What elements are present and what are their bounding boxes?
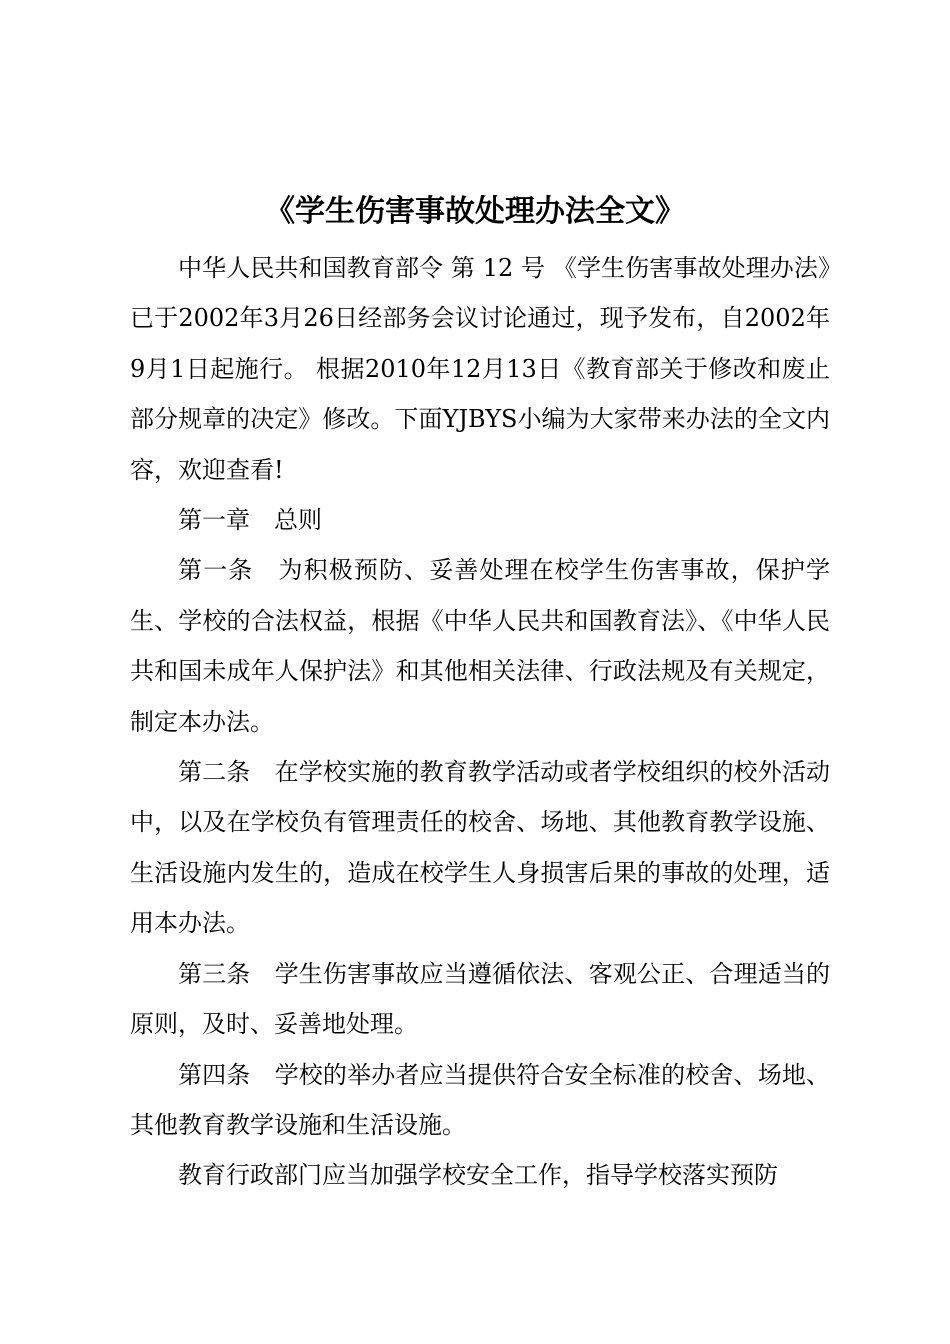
- document-body: [130, 243, 830, 1201]
- article-1: 第一条 为积极预防、妥善处理在校学生伤害事故，保护学生、学校的合法权益，根据《中华人民共和国教育法》、《中华人民共和国未成年人保护法》和其他相关法律、行政法规及有关规定，制定本办法。: [130, 556, 830, 736]
- article-4-continued: 教育行政部门应当加强学校安全工作，指导学校落实预防: [178, 1161, 778, 1190]
- article-4: 第四条 学校的举办者应当提供符合安全标准的校舍、场地、其他教育教学设施和生活设施。: [130, 1060, 830, 1139]
- paragraph-intro: 中华人民共和国教育部令 第 12 号 《学生伤害事故处理办法》已于2002年3月26日经部务会议讨论通过，现予发布，自2002年9月1日起施行。 根据2010年12月13日《教育部关于修改和废止部分规章的决定》修改。下面YJBYS小编为大家带来办法的全文内容，欢迎查看!: [130, 254, 830, 484]
- article-3: 第三条 学生伤害事故应当遵循依法、客观公正、合理适当的原则，及时、妥善地处理。: [130, 959, 830, 1039]
- article-2: 第二条 在学校实施的教育教学活动或者学校组织的校外活动中，以及在学校负有管理责任的校舍、场地、其他教育教学设施、生活设施内发生的，造成在校学生人身损害后果的事故的处理，适用本办法。: [130, 758, 830, 938]
- document-title: 《学生伤害事故处理办法全文》: [265, 194, 685, 229]
- chapter-heading: 第一章 总则: [178, 506, 322, 535]
